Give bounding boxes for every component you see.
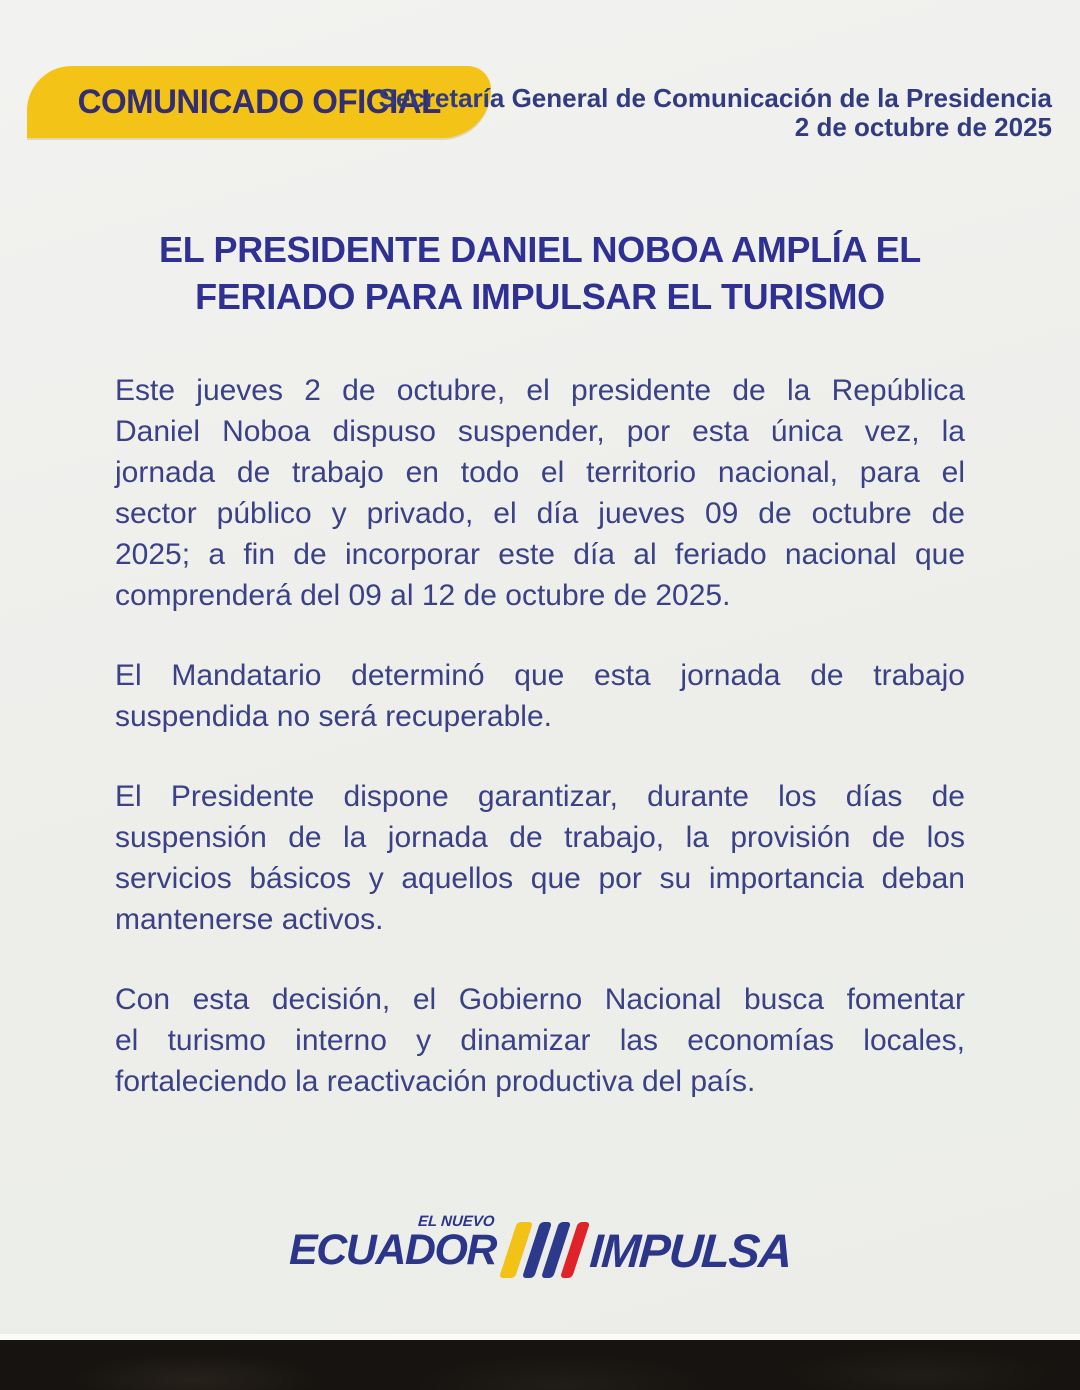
paragraph-line: sector público y privado, el día jueves 09 de octubre de xyxy=(115,497,965,530)
paragraph-line: comprenderá del 09 al 12 de octubre de 2025. xyxy=(115,579,731,612)
flag-stripes-icon xyxy=(495,1222,593,1278)
logo-ecuador-block xyxy=(289,1212,496,1274)
paragraph-line: fortaleciendo la reactivación productiva del país. xyxy=(115,1065,756,1098)
page-title-line1: EL PRESIDENTE DANIEL NOBOA AMPLÍA EL xyxy=(159,229,921,270)
paragraph-line: 2025; a fin de incorporar este día al feriado nacional que xyxy=(115,538,965,571)
paragraph-line: Con esta decisión, el Gobierno Nacional busca fomentar xyxy=(115,983,965,1016)
page-title-line2: FERIADO PARA IMPULSAR EL TURISMO xyxy=(195,276,885,317)
body-paragraphs xyxy=(115,370,965,1102)
logo-word-ecuador: ECUADOR xyxy=(289,1225,496,1274)
paragraph-line: El Mandatario determinó que esta jornada de trabajo xyxy=(115,659,965,692)
paragraph xyxy=(115,979,965,1102)
paragraph-line: suspensión de la jornada de trabajo, la provisión de los xyxy=(115,821,965,854)
paragraph-line: suspendida no será recuperable. xyxy=(115,700,552,733)
header-org-block xyxy=(379,84,1052,142)
bottom-dark-band xyxy=(0,1340,1080,1390)
paragraph xyxy=(115,776,965,940)
paragraph-line: Daniel Noboa dispuso suspender, por esta única vez, la xyxy=(115,415,965,448)
communique-date: 2 de octubre de 2025 xyxy=(794,112,1052,142)
badge-label: COMUNICADO OFICIAL xyxy=(77,82,441,121)
paragraph-line: Este jueves 2 de octubre, el presidente de la República xyxy=(115,374,965,407)
ecuador-impulsa-logo xyxy=(289,1212,793,1278)
paragraph-line: servicios básicos y aquellos que por su importancia deban xyxy=(115,862,965,895)
paragraph xyxy=(115,655,965,737)
paragraph-line: el turismo interno y dinamizar las economías locales, xyxy=(115,1024,965,1057)
logo-tagline: EL NUEVO xyxy=(416,1212,495,1230)
paragraph-line: El Presidente dispone garantizar, durante los días de xyxy=(115,780,965,813)
paragraph-line: jornada de trabajo en todo el territorio nacional, para el xyxy=(115,456,965,489)
logo-word-impulsa: IMPULSA xyxy=(588,1223,793,1277)
org-name: Secretaría General de Comunicación de la Presidencia xyxy=(378,83,1052,113)
paragraph-line: mantenerse activos. xyxy=(115,903,384,936)
paragraph xyxy=(115,370,965,616)
page-title xyxy=(0,226,1080,320)
